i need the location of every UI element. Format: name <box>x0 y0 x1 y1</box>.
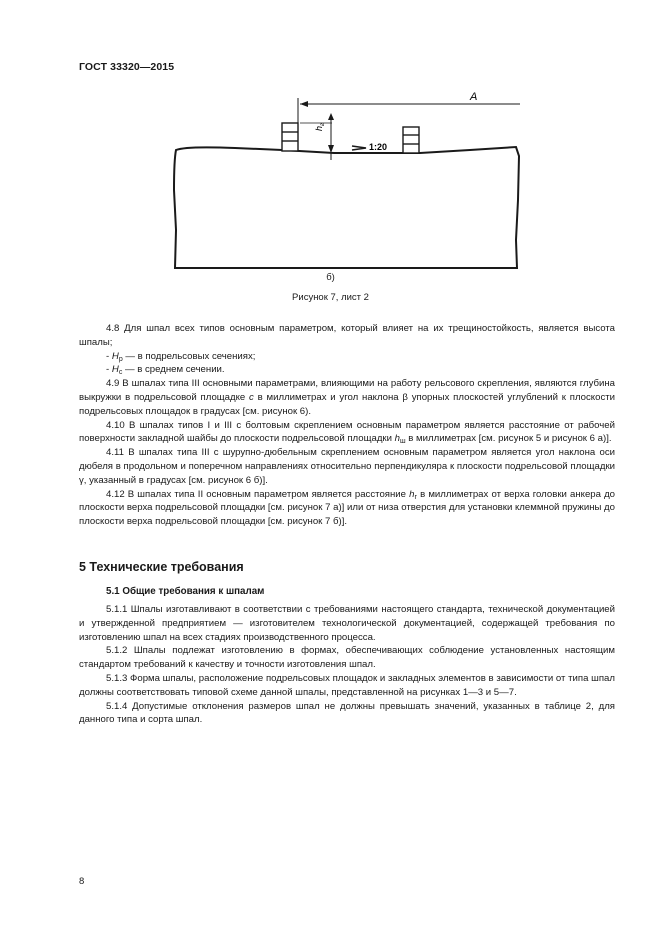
paragraph-4-10: 4.10 В шпалах типов I и III с болтовым скреплением основным параметром является расстояние от рабочей поверхности закладной шайбы до плоскости подрельсовой площадки $h_ш$ в миллиметрах [см. рисунок 5 и рисунок 6 а)]. <box>79 419 615 446</box>
slope-label: 1:20 <box>369 142 388 152</box>
slope-arrow <box>352 146 366 150</box>
paragraph-4-9: 4.9 В шпалах типа III основными параметрами, влияющими на работу рельсового скрепления, являются глубина выкружки в подрельсовой площадке c в миллиметрах и угол наклона β упорных плоскостей углублений к плоскости подрельсовых площадок в градусах [см. рисунок 6). <box>79 378 615 417</box>
sleeper-outline <box>174 147 519 268</box>
section-5-text <box>79 603 615 727</box>
paragraph-5-1-1: 5.1.1 Шпалы изготавливают в соответствии с требованиями настоящего стандарта, технической документацией и утвержденной предприятием — изготовителем технологической документацией, содержащей требования по изготовлению шпал на всех стадиях производственного процесса. <box>79 604 615 643</box>
paragraph-4-12: 4.12 В шпалах типа II основным параметром является расстояние $h_г$ в миллиметрах от верха головки анкера до плоскости верха подрельсовой площадки [см. рисунок 7 а)] или от низа отверстия для установки клеммной пружины до плоскости верха подрельсовой площадки [см. рисунок 7 б)]. <box>79 488 615 528</box>
figure-7-drawing <box>0 0 661 300</box>
figure-sublabel: б) <box>326 272 335 283</box>
paragraph-4-8: 4.8 Для шпал всех типов основным параметром, который влияет на их трещиностойкость, является высота шпалы; <box>79 323 615 348</box>
section-5-title: 5 Технические требования <box>79 560 244 574</box>
anchor-right <box>403 127 419 153</box>
dimension-label-h: $h_г$ <box>314 123 326 131</box>
subsection-5-1-title: 5.1 Общие требования к шпалам <box>106 586 265 597</box>
page-number: 8 <box>79 876 85 887</box>
paragraph-5-1-2: 5.1.2 Шпалы подлежат изготовлению в формах, обеспечивающих соблюдение установленных настоящим стандартом требований к качеству и точности изготовления шпал. <box>79 645 615 671</box>
figure-caption: Рисунок 7, лист 2 <box>292 292 369 303</box>
paragraph-5-1-3: 5.1.3 Форма шпалы, расположение подрельсовых площадок и закладных элементов в зависимости от типа шпал должны соответствовать типовой схеме данной шпалы, представленной на рисунках 1—3 и 5—7. <box>79 672 615 698</box>
list-item-hr: - $H_р$ — в подрельсовых сечениях; <box>106 350 256 363</box>
list-item-hc: - $H_с$ — в среднем сечении. <box>106 364 225 377</box>
section-4-text <box>79 322 615 529</box>
paragraph-4-11: 4.11 В шпалах типа III с шурупно-дюбельным скреплением основным параметром является угол наклона оси дюбеля в продольном и поперечном направлениях относительно перпендикуляра к плоскости подрельсовой площадки γ, указанный в градусах [см. рисунок 6 б)]. <box>79 447 615 486</box>
paragraph-5-1-4: 5.1.4 Допустимые отклонения размеров шпал не должны превышать значений, указанных в таблице 2, для данного типа и сорта шпал. <box>79 700 615 726</box>
anchor-left <box>282 123 298 151</box>
document-header: ГОСТ 33320—2015 <box>79 61 175 73</box>
dimension-label-a: А <box>470 91 478 103</box>
